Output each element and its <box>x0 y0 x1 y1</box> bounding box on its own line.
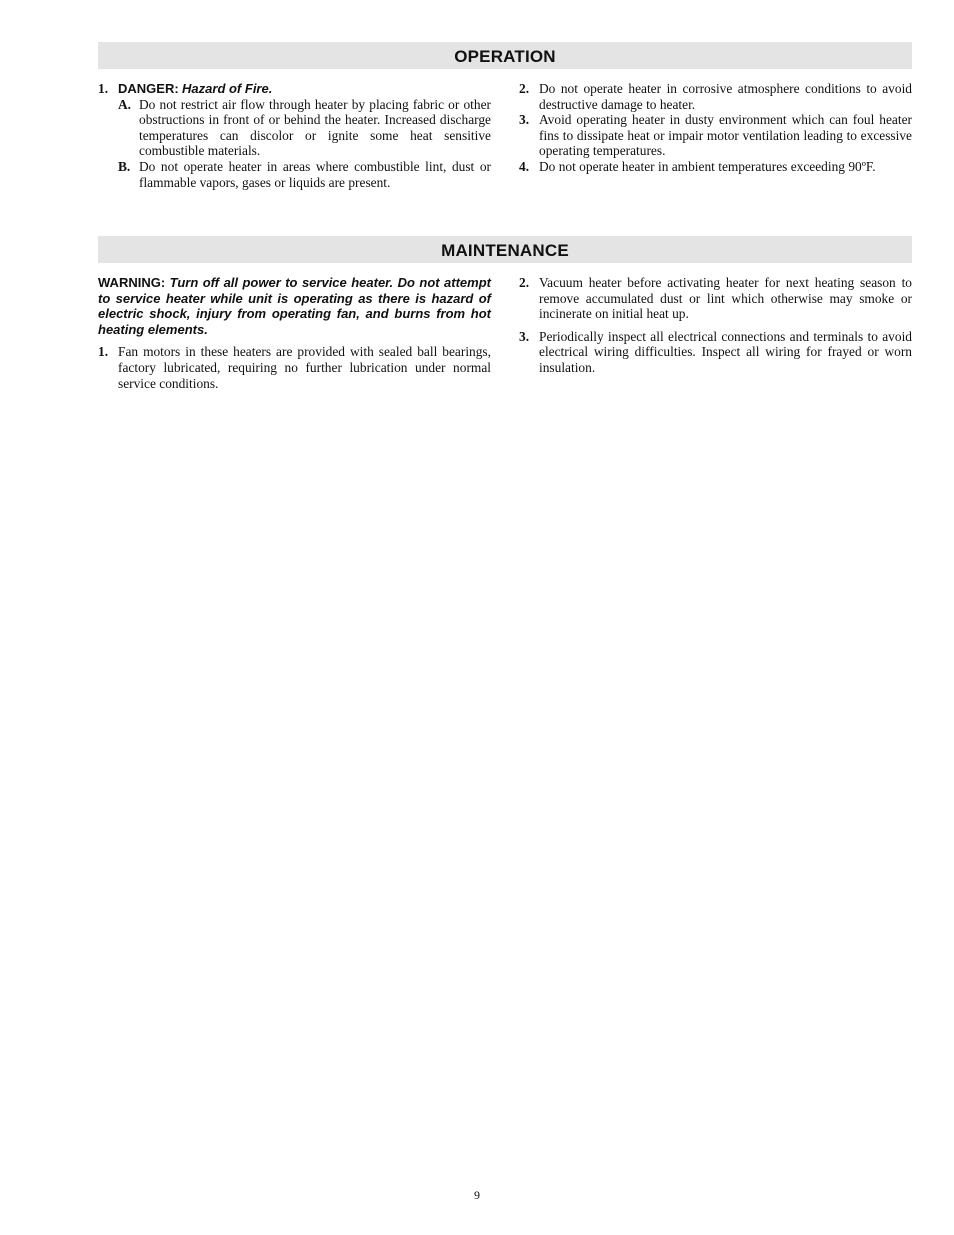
operation-subitem-a <box>118 97 491 159</box>
item-number: 3. <box>519 328 530 344</box>
item-number: 2. <box>519 275 530 290</box>
operation-item-1 <box>98 81 491 97</box>
item-text: Vacuum heater before activating heater for next heating season to remove accumulated dust or lint which otherwise may smoke or incinerate on initial heat up. <box>539 275 912 322</box>
item-text: Do not operate heater in ambient temperatures exceeding 90ºF. <box>539 158 876 174</box>
operation-left-column <box>98 81 491 190</box>
page-number: 9 <box>474 1188 480 1202</box>
item-number: 4. <box>519 158 530 174</box>
operation-subitem-b <box>118 159 491 190</box>
operation-item-3 <box>519 112 912 159</box>
subitem-text: Do not restrict air flow through heater by placing fabric or other obstructions in front of or behind the heater. Increased discharge temperatures can discolor or ignite some heat sensitive combustible materials. <box>139 96 491 159</box>
operation-heading: OPERATION <box>98 42 912 69</box>
item-number: 2. <box>519 81 530 96</box>
item-text: Avoid operating heater in dusty environment which can foul heater fins to dissipate heat or impair motor ventilation leading to excessive operating temperatures. <box>539 112 912 159</box>
operation-section <box>98 42 912 190</box>
maintenance-left-column <box>98 275 491 391</box>
subitem-letter: A. <box>118 96 132 112</box>
item-text: Do not operate heater in corrosive atmosphere conditions to avoid destructive damage to heater. <box>539 81 912 112</box>
item-text: Fan motors in these heaters are provided with sealed ball bearings, factory lubricated, requiring no further lubrication under normal service conditions. <box>118 344 491 391</box>
subitem-text: Do not operate heater in areas where combustible lint, dust or flammable vapors, gases or liquids are present. <box>139 158 491 190</box>
item-number: 3. <box>519 112 530 128</box>
maintenance-heading: MAINTENANCE <box>98 236 912 263</box>
subitem-letter: B. <box>118 158 131 174</box>
item-text: Periodically inspect all electrical connections and terminals to avoid electrical wiring difficulties. Inspect all wiring for frayed or worn insulation. <box>539 328 912 375</box>
operation-item-2 <box>519 81 912 112</box>
operation-columns <box>98 81 912 190</box>
warning-label: WARNING: <box>98 275 166 290</box>
danger-text: Hazard of Fire. <box>182 81 273 96</box>
maintenance-warning <box>98 275 491 337</box>
operation-item-4 <box>519 159 912 175</box>
maintenance-item-2 <box>519 275 912 322</box>
danger-label: DANGER: <box>118 81 179 96</box>
item-number: 1. <box>98 81 109 96</box>
item-number: 1. <box>98 344 109 360</box>
warning-text: Turn off all power to service heater. Do not attempt to service heater while unit is operating as there is hazard of electric shock, injury from operating fan, and burns from hot heating elements. <box>98 275 491 337</box>
maintenance-columns <box>98 275 912 391</box>
maintenance-item-3 <box>519 329 912 376</box>
operation-right-column <box>519 81 912 190</box>
maintenance-right-column <box>519 275 912 391</box>
maintenance-item-1 <box>98 344 491 391</box>
maintenance-section <box>98 236 912 391</box>
